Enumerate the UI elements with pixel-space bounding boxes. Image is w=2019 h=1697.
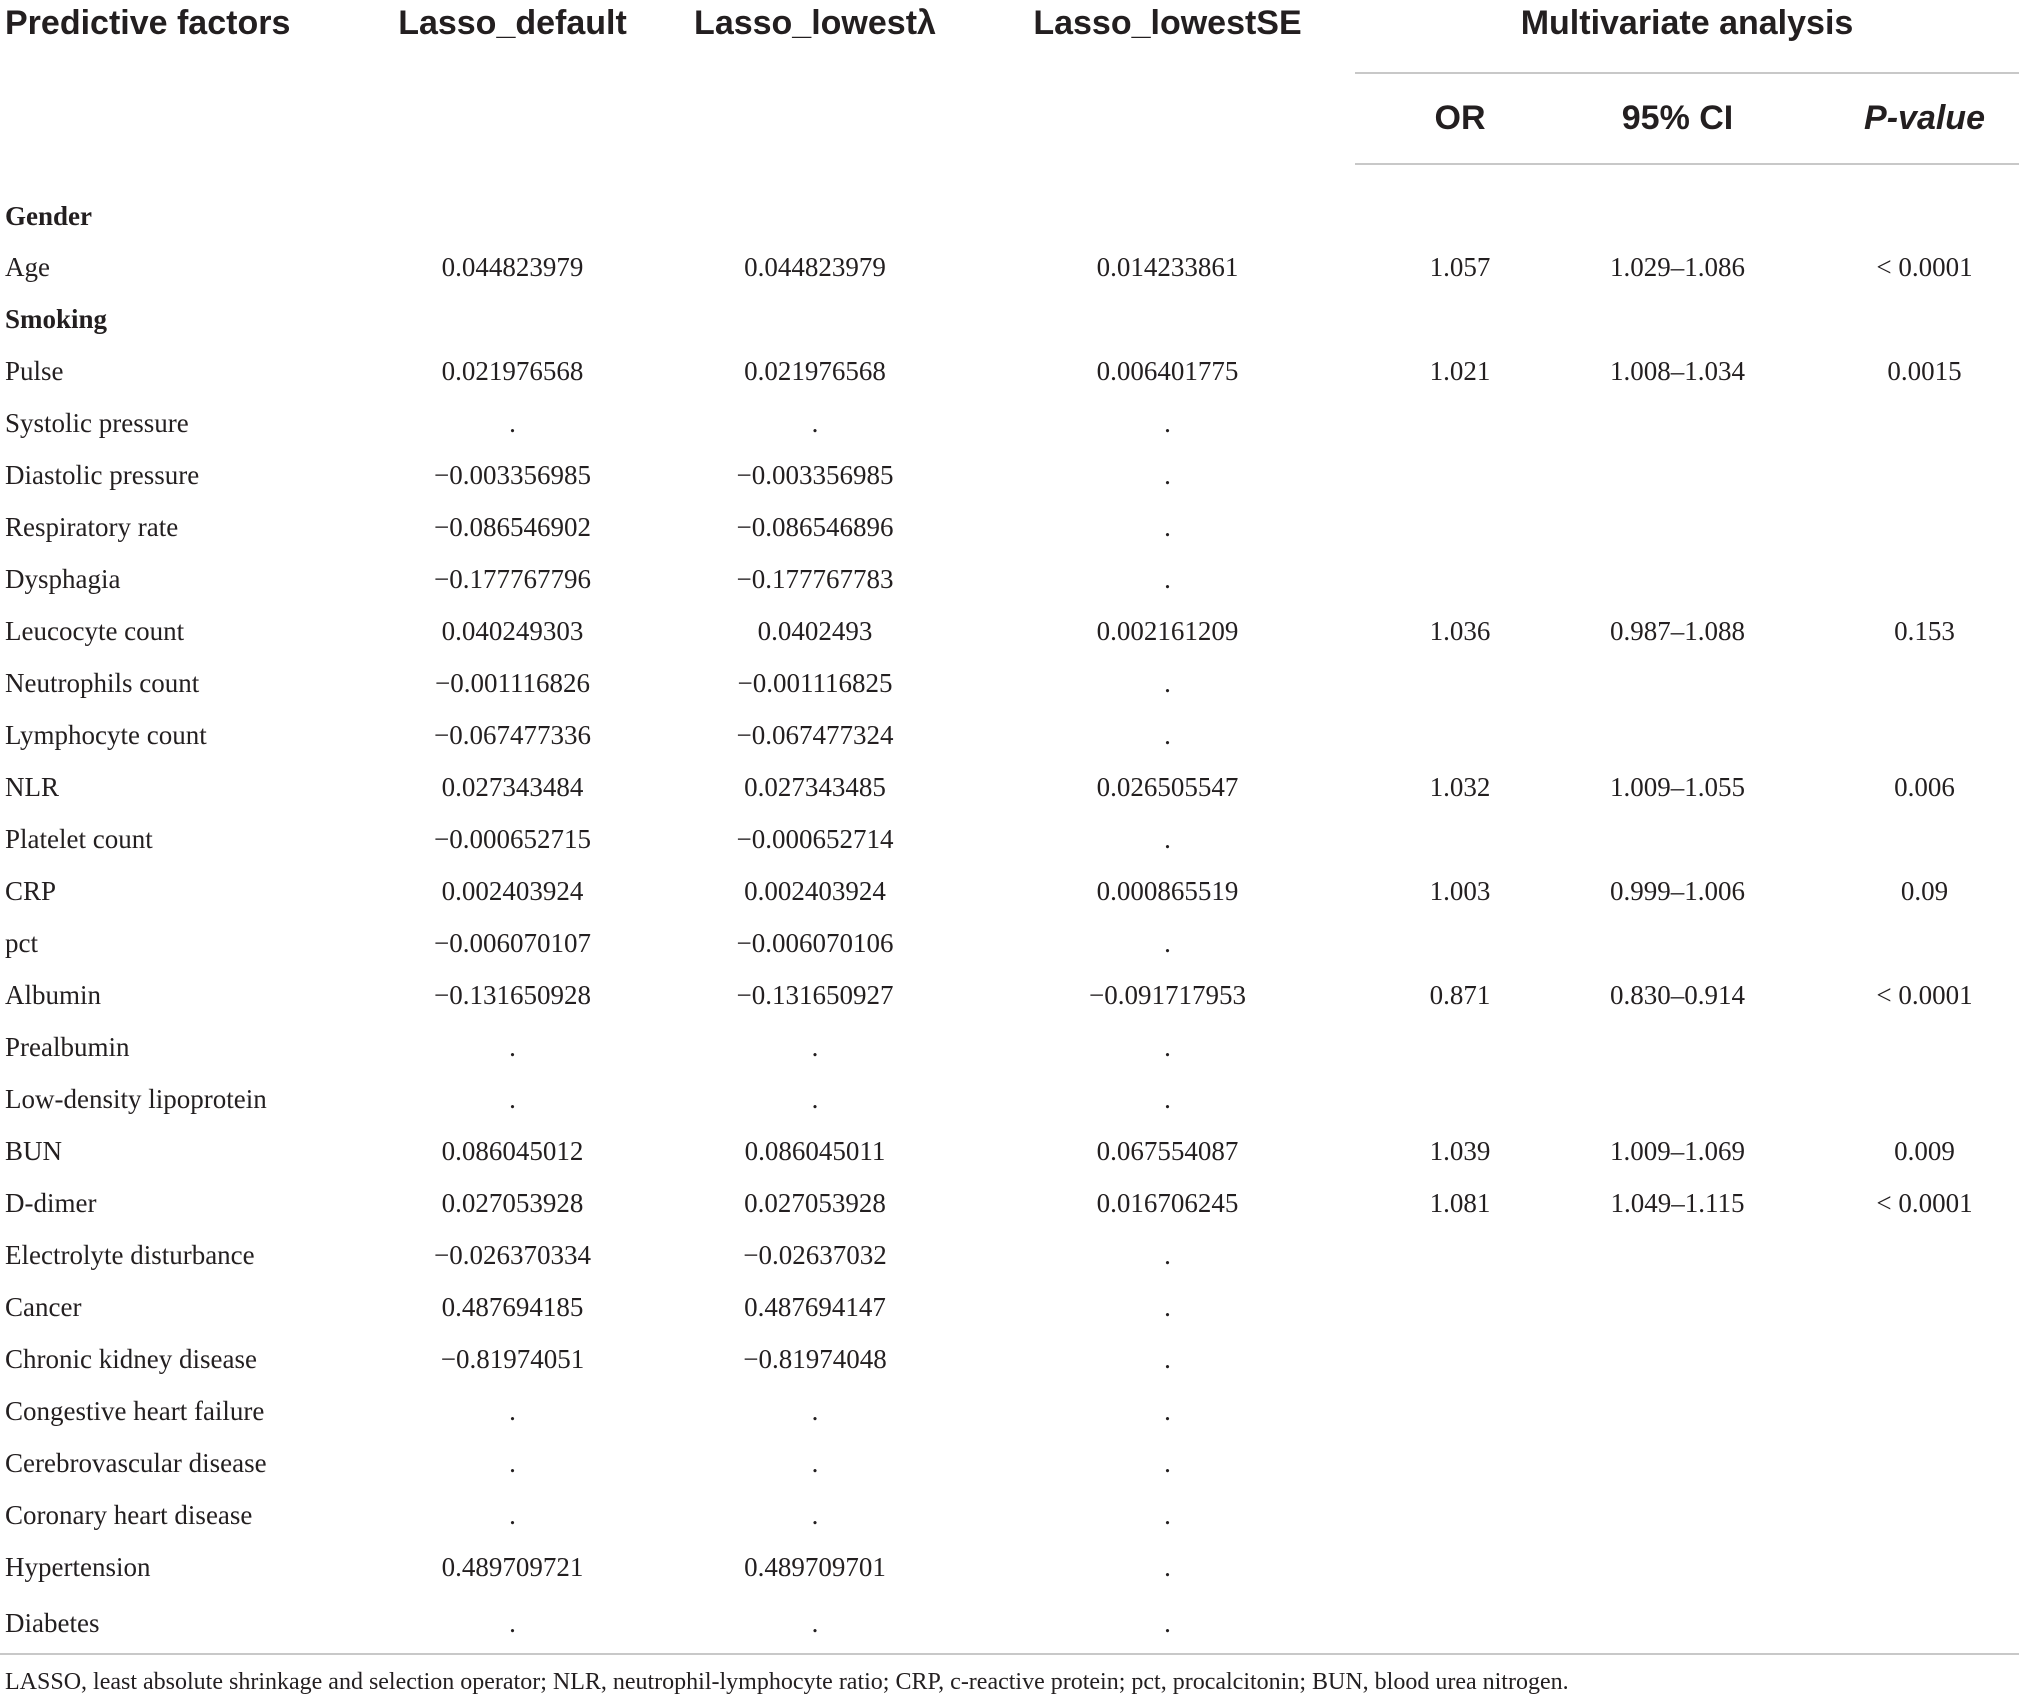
table-row	[0, 501, 2019, 553]
cell-factor: Platelet count	[5, 823, 153, 854]
table-row	[0, 1073, 2019, 1125]
cell-lasso-default	[375, 164, 650, 241]
cell-p-value	[1790, 657, 2019, 709]
cell-lasso-lowest-lambda: −0.177767783	[736, 563, 894, 594]
cell-lasso-lowest-lambda: .	[811, 1031, 819, 1062]
cell-lasso-lowest-lambda: −0.81974048	[743, 1343, 887, 1374]
cell-factor: BUN	[5, 1135, 63, 1166]
cell-lasso-lowest-se: .	[1164, 1083, 1171, 1114]
cell-lasso-lowest-lambda: 0.086045011	[744, 1135, 886, 1166]
cell-or	[1355, 164, 1565, 241]
cell-lasso-lowest-se: 0.026505547	[1096, 771, 1239, 802]
table-row	[0, 1125, 2019, 1177]
table-row	[0, 449, 2019, 501]
cell-p-value	[1790, 1073, 2019, 1125]
cell-or	[1355, 1333, 1565, 1385]
table-footnote: LASSO, least absolute shrinkage and selection operator; NLR, neutrophil-lymphocyte ratio; CRP, c-reactive protein; pct, procalcitonin; BUN, blood urea nitrogen.	[0, 1654, 2019, 1696]
cell-lasso-lowest-se: 0.067554087	[1096, 1135, 1239, 1166]
header-lasso-lowest-se: Lasso_lowestSE	[1033, 4, 1302, 42]
table-row	[0, 553, 2019, 605]
cell-factor: Systolic pressure	[5, 407, 189, 438]
cell-lasso-lowest-se: .	[1164, 1343, 1171, 1374]
cell-or	[1355, 293, 1565, 345]
cell-or: 0.871	[1429, 979, 1491, 1010]
cell-p-value	[1790, 813, 2019, 865]
cell-lasso-lowest-se: .	[1164, 1607, 1171, 1638]
cell-lasso-lowest-lambda	[650, 293, 980, 345]
cell-lasso-default: .	[509, 1607, 516, 1638]
cell-lasso-lowest-lambda: .	[811, 1447, 819, 1478]
cell-lasso-lowest-se: .	[1164, 719, 1171, 750]
cell-factor: NLR	[5, 771, 59, 802]
cell-or	[1355, 657, 1565, 709]
table-row	[0, 865, 2019, 917]
cell-95-ci: 1.029–1.086	[1610, 251, 1745, 282]
cell-factor: Lymphocyte count	[5, 719, 207, 750]
header-p-value: P-value	[1790, 73, 2019, 164]
cell-lasso-lowest-se: 0.000865519	[1096, 875, 1239, 906]
cell-factor: Neutrophils count	[5, 667, 200, 698]
cell-factor: Electrolyte disturbance	[5, 1239, 255, 1270]
header-predictive-factors: Predictive factors	[5, 4, 291, 42]
cell-95-ci	[1565, 293, 1790, 345]
cell-95-ci: 1.008–1.034	[1610, 355, 1745, 386]
cell-lasso-default: 0.040249303	[441, 615, 584, 646]
cell-p-value	[1790, 164, 2019, 241]
cell-95-ci	[1565, 164, 1790, 241]
cell-p-value: 0.0015	[1887, 355, 1962, 386]
cell-factor: Congestive heart failure	[5, 1395, 265, 1426]
cell-or	[1355, 1229, 1565, 1281]
cell-lasso-lowest-lambda: .	[811, 1499, 819, 1530]
cell-p-value	[1790, 1281, 2019, 1333]
cell-lasso-lowest-lambda: 0.044823979	[744, 251, 886, 282]
cell-or	[1355, 1541, 1565, 1593]
table-row	[0, 1437, 2019, 1489]
cell-factor: Diastolic pressure	[5, 459, 200, 490]
cell-p-value: < 0.0001	[1876, 979, 1973, 1010]
cell-factor: Pulse	[5, 355, 64, 386]
cell-p-value	[1790, 917, 2019, 969]
cell-p-value	[1790, 553, 2019, 605]
cell-lasso-default: 0.027343484	[441, 771, 584, 802]
cell-lasso-lowest-se: .	[1164, 823, 1171, 854]
cell-or	[1355, 501, 1565, 553]
cell-factor: Gender	[5, 201, 92, 231]
cell-95-ci	[1565, 1333, 1790, 1385]
cell-lasso-default	[375, 293, 650, 345]
cell-95-ci	[1565, 397, 1790, 449]
table-section-row	[0, 293, 2019, 345]
cell-95-ci: 0.830–0.914	[1610, 979, 1745, 1010]
cell-p-value: 0.009	[1894, 1135, 1955, 1166]
cell-or: 1.039	[1429, 1135, 1491, 1166]
table-row	[0, 1177, 2019, 1229]
cell-95-ci	[1565, 813, 1790, 865]
cell-lasso-lowest-lambda: −0.067477324	[736, 719, 894, 750]
cell-lasso-default: .	[509, 1395, 516, 1426]
table-row	[0, 1333, 2019, 1385]
cell-lasso-default: .	[509, 1083, 516, 1114]
cell-95-ci	[1565, 501, 1790, 553]
cell-factor: Low-density lipoprotein	[5, 1083, 267, 1114]
cell-lasso-lowest-se: −0.091717953	[1089, 979, 1246, 1010]
cell-p-value: 0.09	[1900, 875, 1949, 906]
cell-factor: pct	[5, 927, 38, 958]
cell-lasso-default: .	[509, 1447, 516, 1478]
cell-95-ci	[1565, 1437, 1790, 1489]
cell-p-value	[1790, 1021, 2019, 1073]
cell-lasso-lowest-lambda: .	[811, 1083, 819, 1114]
cell-95-ci	[1565, 1281, 1790, 1333]
table-row	[0, 1593, 2019, 1654]
table-row	[0, 1021, 2019, 1073]
cell-95-ci	[1565, 1021, 1790, 1073]
cell-95-ci	[1565, 449, 1790, 501]
cell-lasso-default: 0.002403924	[441, 875, 584, 906]
cell-lasso-default: .	[509, 407, 516, 438]
cell-lasso-lowest-lambda: −0.006070106	[736, 927, 894, 958]
cell-lasso-lowest-lambda: 0.002403924	[744, 875, 886, 906]
cell-lasso-lowest-se: .	[1164, 1239, 1171, 1270]
cell-or: 1.081	[1429, 1187, 1491, 1218]
cell-p-value	[1790, 1333, 2019, 1385]
cell-or	[1355, 917, 1565, 969]
cell-lasso-default: −0.81974051	[440, 1343, 585, 1374]
cell-factor: Age	[5, 251, 50, 282]
cell-lasso-lowest-lambda: 0.489709701	[744, 1551, 886, 1582]
cell-95-ci	[1565, 1073, 1790, 1125]
table-row	[0, 605, 2019, 657]
cell-lasso-lowest-lambda: 0.487694147	[744, 1291, 886, 1322]
cell-or	[1355, 1073, 1565, 1125]
cell-lasso-lowest-se: .	[1164, 1395, 1171, 1426]
cell-factor: Smoking	[5, 303, 108, 334]
cell-lasso-lowest-se: .	[1164, 1551, 1171, 1582]
cell-lasso-default: −0.003356985	[434, 459, 591, 490]
cell-or	[1355, 709, 1565, 761]
cell-lasso-lowest-se: 0.014233861	[1096, 251, 1239, 282]
cell-lasso-lowest-lambda: −0.001116825	[737, 667, 893, 698]
cell-factor: Cerebrovascular disease	[5, 1447, 267, 1478]
table-row	[0, 709, 2019, 761]
cell-lasso-default: −0.086546902	[434, 511, 591, 542]
cell-p-value: < 0.0001	[1876, 1187, 1973, 1218]
cell-lasso-default: −0.001116826	[435, 667, 590, 698]
cell-factor: Diabetes	[5, 1607, 100, 1638]
table-row	[0, 1541, 2019, 1593]
table-row	[0, 241, 2019, 293]
cell-95-ci	[1565, 1593, 1790, 1654]
table-row	[0, 657, 2019, 709]
cell-factor: D-dimer	[5, 1187, 97, 1218]
cell-95-ci	[1565, 1489, 1790, 1541]
table-footer	[0, 1654, 2019, 1696]
cell-lasso-default: −0.131650928	[434, 979, 591, 1010]
table-row	[0, 1229, 2019, 1281]
cell-lasso-default: 0.489709721	[441, 1551, 584, 1582]
cell-lasso-lowest-lambda: −0.000652714	[736, 823, 894, 854]
cell-p-value	[1790, 449, 2019, 501]
cell-p-value	[1790, 501, 2019, 553]
cell-lasso-lowest-se: 0.002161209	[1096, 615, 1239, 646]
cell-lasso-default: .	[509, 1499, 516, 1530]
cell-lasso-lowest-lambda: .	[811, 407, 819, 438]
cell-p-value	[1790, 1489, 2019, 1541]
table-row	[0, 1489, 2019, 1541]
cell-factor: CRP	[5, 875, 57, 906]
cell-lasso-lowest-se: .	[1164, 511, 1171, 542]
cell-p-value	[1790, 709, 2019, 761]
cell-95-ci	[1565, 1385, 1790, 1437]
cell-lasso-default: 0.027053928	[441, 1187, 584, 1218]
cell-or	[1355, 1489, 1565, 1541]
cell-lasso-lowest-lambda: 0.027343485	[744, 771, 886, 802]
cell-or	[1355, 449, 1565, 501]
cell-95-ci: 0.999–1.006	[1610, 875, 1745, 906]
cell-95-ci: 1.009–1.069	[1610, 1135, 1745, 1166]
cell-lasso-default: −0.177767796	[434, 563, 591, 594]
table-row	[0, 345, 2019, 397]
cell-lasso-lowest-lambda: 0.0402493	[757, 615, 873, 646]
table-body	[0, 164, 2019, 1654]
cell-95-ci	[1565, 917, 1790, 969]
table-section-row	[0, 164, 2019, 241]
cell-p-value	[1790, 293, 2019, 345]
cell-lasso-lowest-lambda: −0.131650927	[736, 979, 894, 1010]
cell-lasso-default: −0.067477336	[434, 719, 591, 750]
cell-or: 1.036	[1429, 615, 1491, 646]
cell-lasso-lowest-lambda: .	[811, 1395, 819, 1426]
cell-factor: Cancer	[5, 1291, 82, 1322]
cell-lasso-default: 0.044823979	[441, 251, 584, 282]
cell-p-value	[1790, 1229, 2019, 1281]
cell-or: 1.003	[1429, 875, 1491, 906]
cell-95-ci	[1565, 1541, 1790, 1593]
cell-or	[1355, 1385, 1565, 1437]
cell-95-ci: 1.049–1.115	[1610, 1187, 1745, 1218]
header-or: OR	[1355, 73, 1565, 164]
cell-lasso-lowest-se	[980, 293, 1355, 345]
cell-lasso-lowest-se	[980, 164, 1355, 241]
cell-95-ci	[1565, 1229, 1790, 1281]
cell-or	[1355, 397, 1565, 449]
cell-factor: Coronary heart disease	[5, 1499, 253, 1530]
cell-factor: Leucocyte count	[5, 615, 185, 646]
cell-or: 1.057	[1429, 251, 1491, 282]
header-95-ci: 95% CI	[1565, 73, 1790, 164]
cell-p-value: < 0.0001	[1876, 251, 1973, 282]
header-lasso-default: Lasso_default	[398, 4, 627, 42]
cell-or	[1355, 1281, 1565, 1333]
cell-lasso-default: −0.006070107	[434, 927, 591, 958]
cell-lasso-lowest-lambda: −0.02637032	[743, 1239, 887, 1270]
cell-p-value	[1790, 397, 2019, 449]
table-row	[0, 761, 2019, 813]
cell-95-ci: 1.009–1.055	[1610, 771, 1745, 802]
header-multivariate-analysis: Multivariate analysis	[1355, 0, 2019, 73]
cell-factor: Dysphagia	[5, 563, 121, 594]
cell-lasso-default: 0.021976568	[441, 355, 584, 386]
table-row	[0, 917, 2019, 969]
table-row	[0, 813, 2019, 865]
cell-or: 1.021	[1429, 355, 1491, 386]
cell-or	[1355, 813, 1565, 865]
cell-lasso-lowest-se: .	[1164, 1499, 1171, 1530]
cell-95-ci: 0.987–1.088	[1610, 615, 1745, 646]
cell-95-ci	[1565, 553, 1790, 605]
table-row	[0, 969, 2019, 1021]
cell-factor: Prealbumin	[5, 1031, 130, 1062]
cell-p-value	[1790, 1593, 2019, 1654]
cell-lasso-lowest-se: 0.006401775	[1096, 355, 1239, 386]
cell-p-value	[1790, 1541, 2019, 1593]
header-lasso-lowest-lambda: Lasso_lowestλ	[694, 4, 936, 42]
table-row	[0, 1385, 2019, 1437]
cell-or	[1355, 1593, 1565, 1654]
cell-lasso-default: −0.000652715	[434, 823, 591, 854]
cell-lasso-lowest-se: 0.016706245	[1096, 1187, 1239, 1218]
cell-or	[1355, 1437, 1565, 1489]
cell-95-ci	[1565, 709, 1790, 761]
cell-lasso-lowest-lambda	[650, 164, 980, 241]
cell-p-value	[1790, 1437, 2019, 1489]
cell-lasso-default: −0.026370334	[434, 1239, 591, 1270]
cell-lasso-lowest-lambda: 0.027053928	[744, 1187, 886, 1218]
cell-lasso-default: 0.086045012	[441, 1135, 584, 1166]
cell-lasso-lowest-se: .	[1164, 927, 1171, 958]
cell-p-value: 0.006	[1894, 771, 1955, 802]
cell-or	[1355, 553, 1565, 605]
cell-lasso-lowest-se: .	[1164, 1447, 1171, 1478]
table-header	[0, 0, 2019, 164]
cell-95-ci	[1565, 657, 1790, 709]
cell-lasso-lowest-se: .	[1164, 1291, 1171, 1322]
cell-factor: Hypertension	[5, 1551, 151, 1582]
cell-or	[1355, 1021, 1565, 1073]
cell-factor: Chronic kidney disease	[5, 1343, 257, 1374]
cell-lasso-lowest-lambda: −0.086546896	[736, 511, 894, 542]
cell-p-value	[1790, 1385, 2019, 1437]
cell-lasso-lowest-se: .	[1164, 1031, 1171, 1062]
cell-factor: Respiratory rate	[5, 511, 179, 542]
cell-lasso-lowest-se: .	[1164, 459, 1171, 490]
cell-lasso-lowest-se: .	[1164, 667, 1171, 698]
cell-lasso-lowest-lambda: 0.021976568	[744, 355, 886, 386]
cell-lasso-lowest-lambda: −0.003356985	[736, 459, 894, 490]
cell-lasso-lowest-se: .	[1164, 563, 1171, 594]
cell-lasso-lowest-se: .	[1164, 407, 1171, 438]
cell-or: 1.032	[1429, 771, 1491, 802]
cell-factor: Albumin	[5, 979, 102, 1010]
table-row	[0, 397, 2019, 449]
table-row	[0, 1281, 2019, 1333]
cell-lasso-default: .	[509, 1031, 516, 1062]
cell-lasso-default: 0.487694185	[441, 1291, 584, 1322]
cell-p-value: 0.153	[1894, 615, 1955, 646]
cell-lasso-lowest-lambda: .	[811, 1607, 819, 1638]
